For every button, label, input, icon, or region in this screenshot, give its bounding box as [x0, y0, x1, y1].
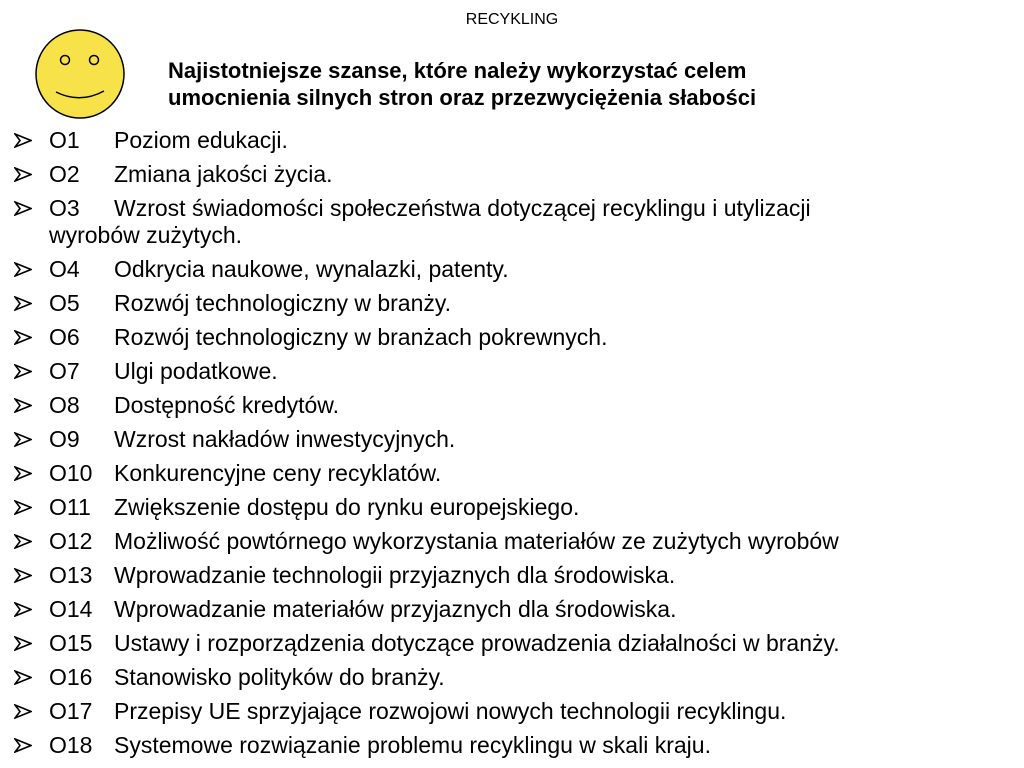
arrowhead-bullet-icon	[14, 398, 32, 413]
arrowhead-bullet-icon	[14, 568, 32, 583]
arrowhead-bullet-icon	[14, 330, 32, 345]
list-item-o13	[12, 562, 1018, 589]
list-item-o3	[12, 195, 1018, 249]
arrowhead-bullet-icon	[14, 704, 32, 719]
arrowhead-bullet-icon	[14, 201, 32, 216]
opportunity-list	[12, 127, 1018, 766]
item-code: O6	[49, 324, 80, 350]
item-code: O15	[49, 630, 93, 656]
smiley-face-icon	[34, 28, 126, 120]
item-code: O7	[49, 358, 80, 384]
list-item-o15	[12, 630, 1018, 657]
list-item-o4	[12, 256, 1018, 283]
arrowhead-bullet-icon	[14, 167, 32, 182]
item-text: Wprowadzanie technologii przyjaznych dla środowiska.	[114, 562, 676, 588]
item-text-continuation: wyrobów zużytych.	[49, 222, 243, 248]
item-code: O8	[49, 392, 80, 418]
item-text: Przepisy UE sprzyjające rozwojowi nowych technologii recyklingu.	[114, 698, 787, 724]
arrowhead-bullet-icon	[14, 133, 32, 148]
arrowhead-bullet-icon	[14, 432, 32, 447]
item-code: O17	[49, 698, 93, 724]
item-code: O1	[49, 127, 80, 153]
item-text: Rozwój technologiczny w branżach pokrewnych.	[114, 324, 608, 350]
arrowhead-bullet-icon	[14, 636, 32, 651]
arrowhead-bullet-icon	[14, 500, 32, 515]
item-code: O13	[49, 562, 93, 588]
item-code: O14	[49, 596, 93, 622]
headline-line-2: umocnienia silnych stron oraz przezwyciężenia słabości	[168, 85, 757, 110]
list-item-o8	[12, 392, 1018, 419]
arrowhead-bullet-icon	[14, 602, 32, 617]
arrowhead-bullet-icon	[14, 262, 32, 277]
list-item-o9	[12, 426, 1018, 453]
arrowhead-bullet-icon	[14, 466, 32, 481]
arrowhead-bullet-icon	[14, 296, 32, 311]
item-text: Dostępność kredytów.	[114, 392, 340, 418]
item-code: O11	[49, 494, 91, 520]
list-item-o5	[12, 290, 1018, 317]
item-code: O12	[49, 528, 93, 554]
item-code: O10	[49, 460, 93, 486]
item-text: Rozwój technologiczny w branży.	[114, 290, 452, 316]
item-text: Wprowadzanie materiałów przyjaznych dla środowiska.	[114, 596, 677, 622]
headline-line-1: Najistotniejsze szanse, które należy wykorzystać celem	[168, 58, 747, 83]
item-code: O4	[49, 256, 80, 282]
item-code: O3	[49, 195, 80, 221]
item-code: O16	[49, 664, 93, 690]
list-item-o17	[12, 698, 1018, 725]
item-text: Możliwość powtórnego wykorzystania materiałów ze zużytych wyrobów	[114, 528, 839, 554]
list-item-o2	[12, 161, 1018, 188]
item-text: Poziom edukacji.	[114, 127, 288, 153]
arrowhead-bullet-icon	[14, 738, 32, 753]
headline	[168, 57, 1008, 111]
item-text: Systemowe rozwiązanie problemu recyklingu w skali kraju.	[114, 732, 711, 758]
item-text: Zwiększenie dostępu do rynku europejskiego.	[114, 494, 580, 520]
item-code: O9	[49, 426, 80, 452]
arrowhead-bullet-icon	[14, 364, 32, 379]
item-code: O18	[49, 732, 93, 758]
list-item-o12	[12, 528, 1018, 555]
item-text: Wzrost świadomości społeczeństwa dotyczącej recyklingu i utylizacji	[114, 195, 811, 221]
item-text: Ulgi podatkowe.	[114, 358, 278, 384]
list-item-o6	[12, 324, 1018, 351]
item-text: Zmiana jakości życia.	[114, 161, 333, 187]
item-text: Stanowisko polityków do branży.	[114, 664, 445, 690]
slide-title: RECYKLING	[465, 11, 559, 28]
list-item-o7	[12, 358, 1018, 385]
list-item-o11	[12, 494, 1018, 521]
item-code: O5	[49, 290, 80, 316]
list-item-o16	[12, 664, 1018, 691]
item-code: O2	[49, 161, 80, 187]
list-item-o10	[12, 460, 1018, 487]
item-text: Wzrost nakładów inwestycyjnych.	[114, 426, 456, 452]
item-text: Odkrycia naukowe, wynalazki, patenty.	[114, 256, 509, 282]
item-text: Ustawy i rozporządzenia dotyczące prowadzenia działalności w branży.	[114, 630, 840, 656]
arrowhead-bullet-icon	[14, 534, 32, 549]
arrowhead-bullet-icon	[14, 670, 32, 685]
item-text: Konkurencyjne ceny recyklatów.	[114, 460, 442, 486]
list-item-o14	[12, 596, 1018, 623]
list-item-o18	[12, 732, 1018, 759]
list-item-o1	[12, 127, 1018, 154]
